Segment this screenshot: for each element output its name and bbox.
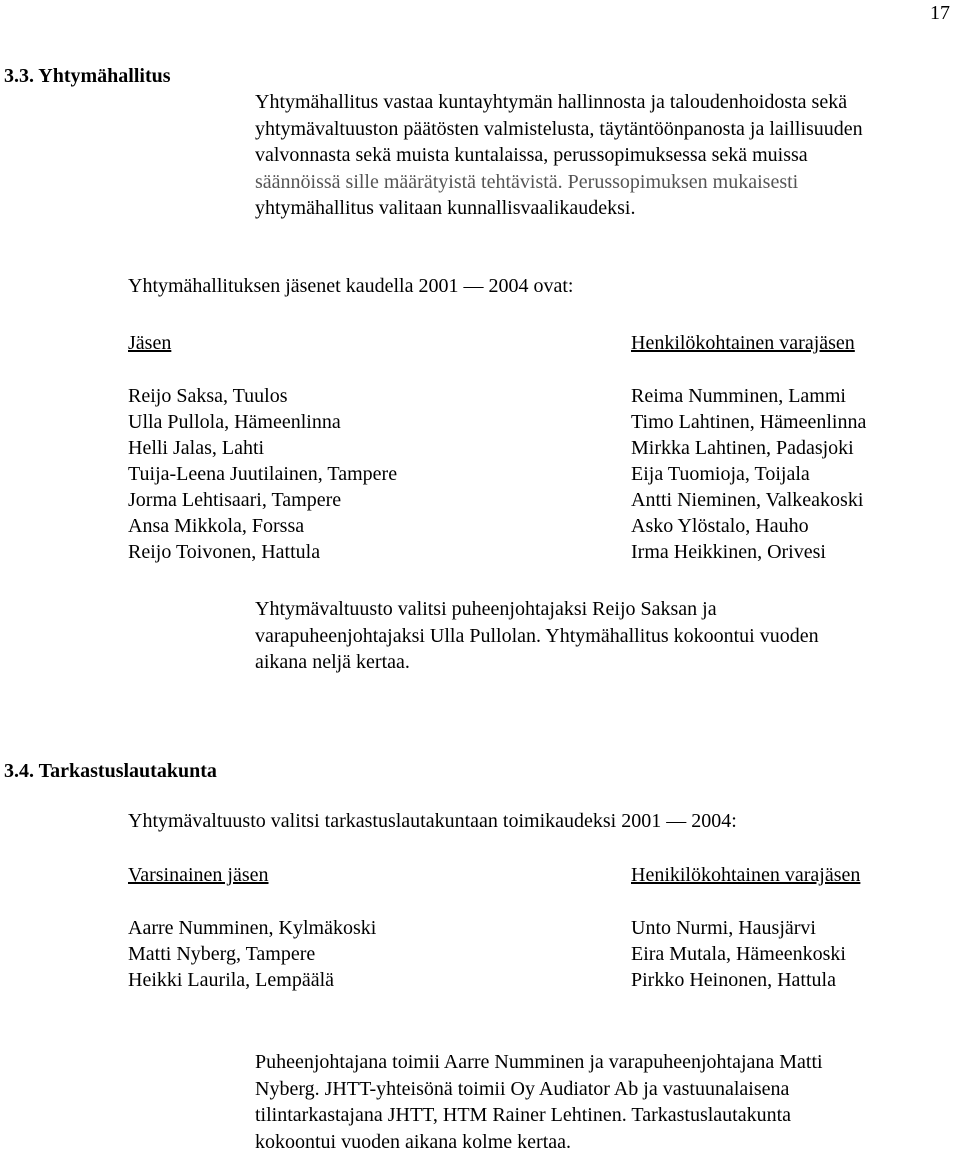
audit-committee-intro: Yhtymävaltuusto valitsi tarkastuslautakuntaan toimikaudeksi 2001 — 2004: bbox=[128, 808, 737, 834]
list-item: Ulla Pullola, Hämeenlinna bbox=[128, 409, 397, 435]
board-members-intro: Yhtymähallituksen jäsenet kaudella 2001 — 2004 ovat: bbox=[128, 273, 573, 299]
list-item: Antti Nieminen, Valkeakoski bbox=[631, 487, 866, 513]
list-item: Eija Tuomioja, Toijala bbox=[631, 461, 866, 487]
list-item: Heikki Laurila, Lempäälä bbox=[128, 967, 376, 993]
paragraph-line: Yhtymävaltuusto valitsi puheenjohtajaksi Reijo Saksan ja bbox=[255, 596, 819, 623]
list-item: Ansa Mikkola, Forssa bbox=[128, 513, 397, 539]
audit-deputy-column-header: Henikilökohtainen varajäsen bbox=[631, 862, 860, 888]
paragraph-line: Puheenjohtajana toimii Aarre Numminen ja varapuheenjohtajana Matti bbox=[255, 1049, 823, 1076]
list-item: Helli Jalas, Lahti bbox=[128, 435, 397, 461]
section-heading-3-3: 3.3. Yhtymähallitus bbox=[4, 63, 171, 89]
paragraph-line: valvonnasta sekä muista kuntalaissa, perussopimuksessa sekä muissa bbox=[255, 142, 863, 169]
list-item: Reima Numminen, Lammi bbox=[631, 383, 866, 409]
member-column-header: Jäsen bbox=[128, 330, 171, 356]
list-item: Jorma Lehtisaari, Tampere bbox=[128, 487, 397, 513]
list-item: Unto Nurmi, Hausjärvi bbox=[631, 915, 846, 941]
board-closing-paragraph bbox=[255, 596, 819, 676]
paragraph-line: Nyberg. JHTT-yhteisönä toimii Oy Audiator Ab ja vastuunalaisena bbox=[255, 1076, 823, 1103]
page-number: 17 bbox=[930, 0, 950, 26]
list-item: Pirkko Heinonen, Hattula bbox=[631, 967, 846, 993]
list-item: Mirkka Lahtinen, Padasjoki bbox=[631, 435, 866, 461]
paragraph-line: kokoontui vuoden aikana kolme kertaa. bbox=[255, 1129, 823, 1155]
paragraph-line: säännöissä sille määrätyistä tehtävistä. Perussopimuksen mukaisesti bbox=[255, 169, 863, 196]
board-member-list bbox=[128, 383, 397, 565]
paragraph-line: yhtymävaltuuston päätösten valmistelusta, täytäntöönpanosta ja laillisuuden bbox=[255, 116, 863, 143]
audit-member-column-header: Varsinainen jäsen bbox=[128, 862, 269, 888]
paragraph-line: aikana neljä kertaa. bbox=[255, 649, 819, 676]
paragraph-line: tilintarkastajana JHTT, HTM Rainer Lehtinen. Tarkastuslautakunta bbox=[255, 1102, 823, 1129]
audit-closing-paragraph bbox=[255, 1049, 823, 1155]
section-3-3-paragraph bbox=[255, 89, 863, 222]
list-item: Irma Heikkinen, Orivesi bbox=[631, 539, 866, 565]
list-item: Matti Nyberg, Tampere bbox=[128, 941, 376, 967]
paragraph-line: Yhtymähallitus vastaa kuntayhtymän hallinnosta ja taloudenhoidosta sekä bbox=[255, 89, 863, 116]
list-item: Timo Lahtinen, Hämeenlinna bbox=[631, 409, 866, 435]
list-item: Reijo Saksa, Tuulos bbox=[128, 383, 397, 409]
list-item: Reijo Toivonen, Hattula bbox=[128, 539, 397, 565]
board-deputy-list bbox=[631, 383, 866, 565]
audit-member-list bbox=[128, 915, 376, 993]
paragraph-line: varapuheenjohtajaksi Ulla Pullolan. Yhtymähallitus kokoontui vuoden bbox=[255, 623, 819, 650]
audit-deputy-list bbox=[631, 915, 846, 993]
list-item: Tuija-Leena Juutilainen, Tampere bbox=[128, 461, 397, 487]
section-heading-3-4: 3.4. Tarkastuslautakunta bbox=[4, 758, 217, 784]
list-item: Asko Ylöstalo, Hauho bbox=[631, 513, 866, 539]
paragraph-line: yhtymähallitus valitaan kunnallisvaalikaudeksi. bbox=[255, 195, 863, 222]
list-item: Aarre Numminen, Kylmäkoski bbox=[128, 915, 376, 941]
list-item: Eira Mutala, Hämeenkoski bbox=[631, 941, 846, 967]
deputy-column-header: Henkilökohtainen varajäsen bbox=[631, 330, 855, 356]
